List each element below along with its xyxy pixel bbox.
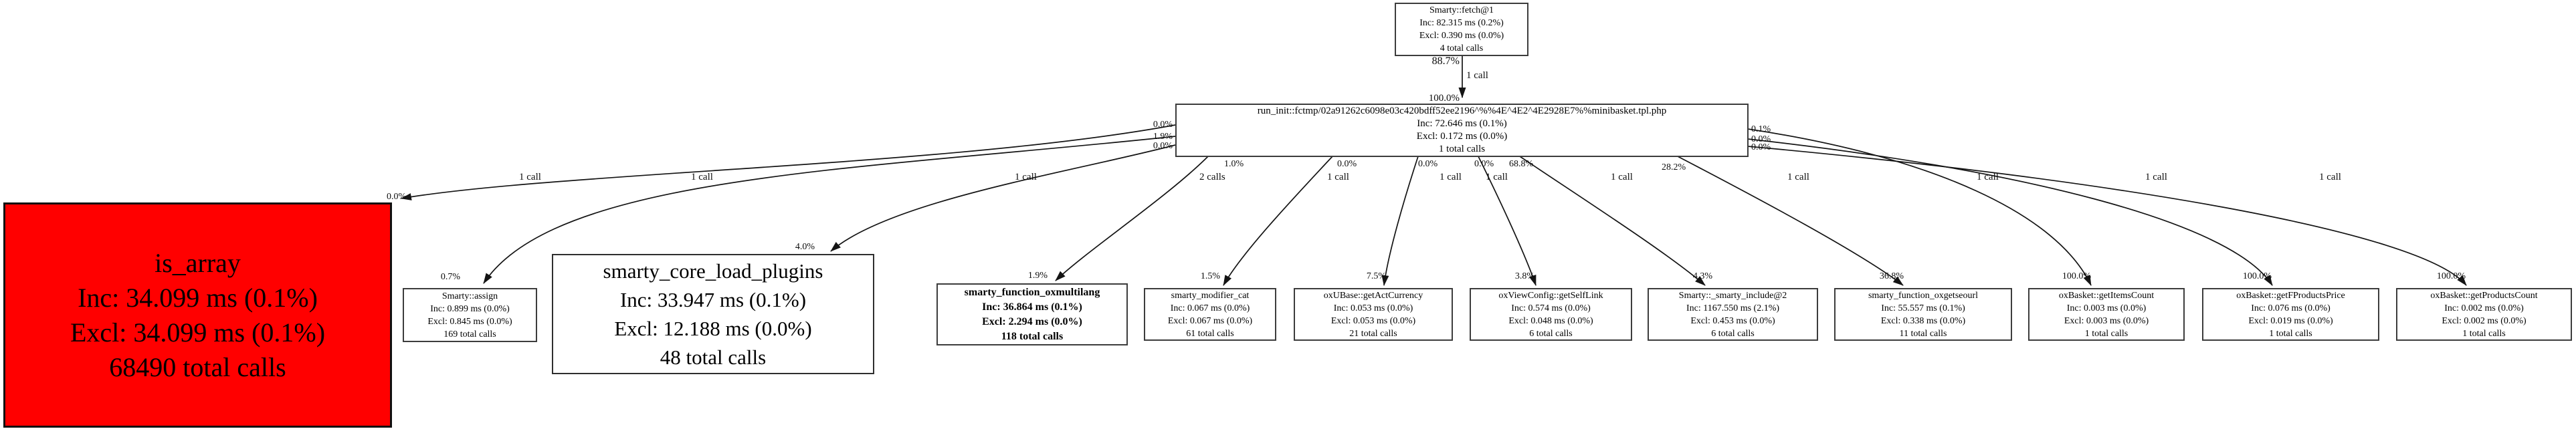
edge-label-calls: 1 call	[1787, 172, 1809, 182]
edge-label-calls: 1 call	[1440, 172, 1462, 182]
node-total-calls: 1 total calls	[1438, 144, 1486, 154]
edge-label-calls: 1 call	[1486, 172, 1508, 182]
edge-label-percent: 100.0%	[2062, 271, 2091, 281]
node-inclusive-time: Inc: 34.099 ms (0.1%)	[78, 282, 318, 313]
edge-label-percent: 1.5%	[1200, 271, 1220, 281]
node-total-calls: 61 total calls	[1186, 328, 1234, 339]
edge-label-calls: 1 call	[2319, 172, 2341, 182]
node-total-calls: 1 total calls	[2462, 328, 2506, 339]
node-total-calls: 6 total calls	[1711, 328, 1755, 339]
edge-label-percent: 100.0%	[2436, 271, 2466, 281]
node-title: oxBasket::getFProductsPrice	[2236, 290, 2345, 301]
node-exclusive-time: Excl: 0.390 ms (0.0%)	[1419, 31, 1504, 41]
node-total-calls: 118 total calls	[1001, 330, 1064, 342]
edge-label-percent: 0.0%	[1474, 159, 1494, 169]
node-title: oxViewConfig::getSelfLink	[1498, 290, 1603, 301]
node-title: smarty_function_oxmultilang	[964, 286, 1100, 298]
node-title: is_array	[155, 247, 241, 278]
edge-runinit-to-get-fproducts-price	[1748, 139, 2272, 285]
node-total-calls: 1 total calls	[2269, 328, 2312, 339]
node-title: smarty_function_oxgetseourl	[1868, 290, 1979, 301]
node-exclusive-time: Excl: 0.053 ms (0.0%)	[1330, 315, 1416, 326]
node-smarty-modifier-cat	[1144, 288, 1276, 341]
node-exclusive-time: Excl: 2.294 ms (0.0%)	[982, 315, 1082, 327]
node-title: oxBasket::getItemsCount	[2058, 290, 2155, 301]
node-inclusive-time: Inc: 1167.550 ms (2.1%)	[1686, 303, 1780, 313]
node-smarty-assign	[403, 288, 537, 342]
edge-label-percent: 0.0%	[1418, 159, 1438, 169]
node-exclusive-time: Excl: 12.188 ms (0.0%)	[614, 317, 812, 340]
edge-label-percent: 0.0%	[1751, 142, 1771, 152]
edge-label-percent: 0.0%	[1337, 159, 1357, 169]
node-total-calls: 48 total calls	[660, 345, 767, 369]
node-inclusive-time: Inc: 0.002 ms (0.0%)	[2444, 303, 2524, 313]
node-total-calls: 6 total calls	[1529, 328, 1573, 339]
node-exclusive-time: Excl: 0.019 ms (0.0%)	[2248, 315, 2333, 326]
edge-runinit-to-get-items-count	[1748, 129, 2091, 285]
edge-label-calls: 1 call	[1977, 172, 1999, 182]
node-smarty-fetch	[1395, 3, 1528, 56]
node-oxviewconfig-get-self-link	[1470, 288, 1632, 341]
edge-label-percent: 100.0%	[1428, 93, 1460, 104]
edge-label-calls: 1 call	[519, 172, 541, 182]
node-run-init	[1175, 104, 1749, 157]
edge-label-calls: 1 call	[1611, 172, 1633, 182]
node-title: Smarty::assign	[441, 291, 498, 301]
edge-runinit-to-is-array	[401, 125, 1175, 198]
edge-runinit-to-modifier-cat	[1223, 156, 1332, 285]
node-smarty-include	[1648, 288, 1818, 341]
edge-label-percent: 0.0%	[387, 192, 407, 202]
node-oxbasket-get-fproducts-price	[2202, 288, 2379, 341]
node-inclusive-time: Inc: 0.899 ms (0.0%)	[430, 303, 510, 314]
node-title: oxUBase::getActCurrency	[1323, 290, 1423, 301]
edge-label-calls: 1 call	[2145, 172, 2167, 182]
edge-label-percent: 1.9%	[1153, 132, 1173, 142]
node-title: Smarty::fetch@1	[1429, 5, 1494, 15]
node-exclusive-time: Excl: 0.172 ms (0.0%)	[1416, 131, 1508, 142]
node-inclusive-time: Inc: 0.076 ms (0.0%)	[2251, 303, 2331, 313]
edge-label-percent: 4.3%	[1692, 271, 1712, 281]
edge-label-percent: 100.0%	[2242, 271, 2272, 281]
edge-label-percent: 28.2%	[1662, 162, 1686, 172]
edge-label-calls: 1 call	[691, 172, 713, 182]
node-total-calls: 4 total calls	[1440, 43, 1484, 53]
node-inclusive-time: Inc: 55.557 ms (0.1%)	[1881, 303, 1965, 313]
node-total-calls: 11 total calls	[1899, 328, 1947, 339]
edge-label-percent: 0.1%	[1751, 124, 1771, 134]
edge-label-percent: 0.7%	[440, 272, 460, 282]
node-title: oxBasket::getProductsCount	[2430, 290, 2538, 301]
node-oxbasket-get-products-count	[2396, 288, 2572, 341]
edge-label-percent: 68.8%	[1509, 159, 1534, 169]
edge-label-calls: 1 call	[1327, 172, 1349, 182]
node-total-calls: 21 total calls	[1349, 328, 1397, 339]
edge-runinit-to-get-products-count	[1748, 146, 2466, 285]
edge-runinit-to-load-plugins	[831, 145, 1175, 251]
edge-label-percent: 0.0%	[1153, 141, 1173, 151]
edge-label-percent: 7.5%	[1366, 271, 1386, 281]
edge-runinit-to-get-act-currency	[1384, 156, 1418, 285]
node-smarty-function-oxmultilang	[936, 283, 1128, 345]
node-exclusive-time: Excl: 0.003 ms (0.0%)	[2064, 315, 2149, 326]
node-inclusive-time: Inc: 36.864 ms (0.1%)	[982, 301, 1082, 313]
node-exclusive-time: Excl: 0.002 ms (0.0%)	[2442, 315, 2527, 326]
node-total-calls: 68490 total calls	[109, 351, 286, 382]
node-title: smarty_modifier_cat	[1171, 290, 1250, 301]
edge-label-percent: 3.8%	[1514, 271, 1534, 281]
edge-label-calls: 2 calls	[1199, 172, 1225, 182]
node-exclusive-time: Excl: 0.845 ms (0.0%)	[427, 316, 512, 327]
node-total-calls: 169 total calls	[443, 329, 496, 339]
node-smarty-core-load-plugins	[552, 254, 874, 374]
node-exclusive-time: Excl: 0.338 ms (0.0%)	[1880, 315, 1966, 326]
node-exclusive-time: Excl: 0.048 ms (0.0%)	[1508, 315, 1593, 326]
node-oxbasket-get-items-count	[2028, 288, 2185, 341]
node-inclusive-time: Inc: 0.067 ms (0.0%)	[1170, 303, 1250, 313]
edge-runinit-to-oxmultilang	[1056, 156, 1208, 281]
edge-label-percent: 1.0%	[1224, 159, 1244, 169]
node-is-array	[3, 202, 392, 428]
edge-label-percent: 0.0%	[1751, 134, 1771, 144]
node-oxubase-get-act-currency	[1294, 288, 1453, 341]
edge-label-calls: 1 call	[1466, 70, 1488, 81]
node-exclusive-time: Excl: 0.067 ms (0.0%)	[1167, 315, 1253, 326]
node-inclusive-time: Inc: 82.315 ms (0.2%)	[1419, 18, 1504, 28]
node-title: Smarty::_smarty_include@2	[1678, 290, 1787, 301]
edge-label-percent: 0.0%	[1153, 120, 1173, 130]
node-exclusive-time: Excl: 34.099 ms (0.1%)	[70, 317, 326, 347]
node-inclusive-time: Inc: 33.947 ms (0.1%)	[619, 288, 807, 311]
edge-label-percent: 4.0%	[795, 242, 815, 252]
edge-label-percent: 36.8%	[1879, 271, 1904, 281]
edge-label-percent: 1.9%	[1027, 271, 1048, 281]
node-title: run_init::fctmp/02a91262c6098e03c420bdff52ee2196^%%4E^4E2^4E2928E7%%minibasket.tpl.php	[1257, 106, 1667, 116]
node-inclusive-time: Inc: 0.053 ms (0.0%)	[1333, 303, 1413, 313]
node-title: smarty_core_load_plugins	[603, 259, 823, 283]
node-smarty-function-oxgetseourl	[1834, 288, 2012, 341]
edge-label-calls: 1 call	[1015, 172, 1037, 182]
node-inclusive-time: Inc: 72.646 ms (0.1%)	[1417, 118, 1507, 129]
node-inclusive-time: Inc: 0.003 ms (0.0%)	[2066, 303, 2147, 313]
node-total-calls: 1 total calls	[2084, 328, 2128, 339]
node-inclusive-time: Inc: 0.574 ms (0.0%)	[1511, 303, 1591, 313]
edge-label-percent: 88.7%	[1431, 55, 1460, 67]
node-exclusive-time: Excl: 0.453 ms (0.0%)	[1690, 315, 1775, 326]
